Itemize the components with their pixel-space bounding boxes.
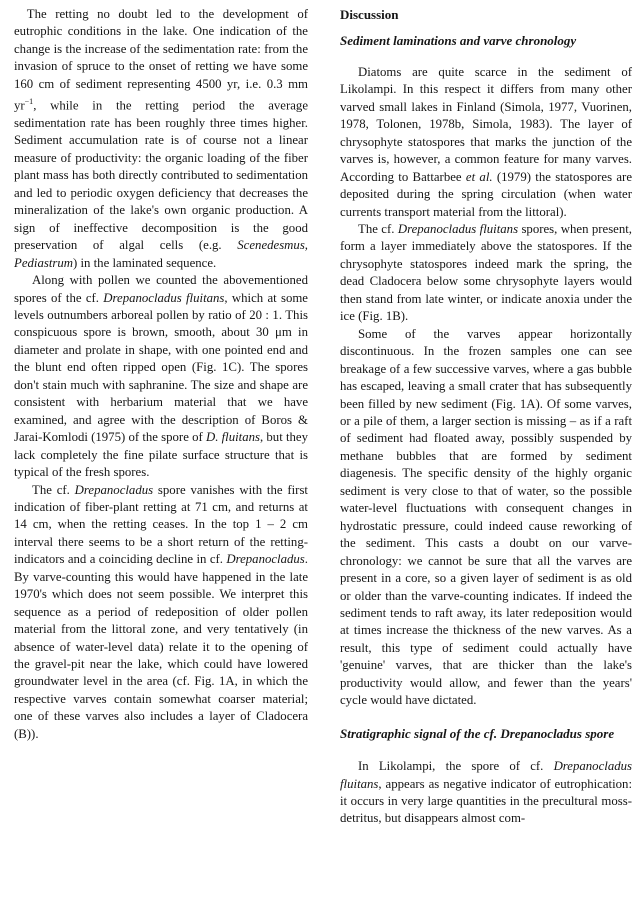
text-run: Along with pollen we counted the abovementioned spores of the cf. <box>14 273 308 305</box>
text-run: spore vanishes with the first indication of fiber-plant retting at 71 cm, and returns at 14 cm, when the retting ceases. In the top 1 – 2 cm interval there seems to be a short return of the retting-indicators and a coinciding decline in cf. <box>14 482 308 567</box>
taxon-italic: Drepanocladus <box>226 552 305 567</box>
taxon-italic: Scenedesmus, Pediastrum <box>14 238 308 270</box>
paragraph-spore-layer <box>340 221 632 326</box>
text-run: , appears as negative indicator of eutrophication: it occurs in very large quantities in the precultural moss-detritus, but disappears almost com- <box>340 776 632 826</box>
paragraph-spore-description <box>14 272 308 481</box>
text-run: (1979) the statospores are deposited during the spring circulation (when water currents transport material from the littoral). <box>340 169 632 219</box>
left-column <box>14 6 308 743</box>
text-run: The retting no doubt led to the development of eutrophic conditions in the lake. One indication of the change is the increase of the sedimentation rate: from the invasion of spruce to the onset of retting we have some 160 cm of sediment representing 4500 yr, i.e. 0.3 mm yr <box>14 7 308 113</box>
superscript: −1 <box>24 97 34 107</box>
paragraph-discontinuous-varves: Some of the varves appear horizontally discontinuous. In the frozen samples one can see breakage of a few successive varves, where a gas bubble has escaped, leaving a small crater that has subsequently been filled by new sediment (Fig. 1A). Of some varves, or a pile of them, a larger section is missing – as if a raft of sediment had floated away, possibly suspended by methane bubbles that are formed by sediment diagenesis. The specific density of the highly organic sediment is very close to that of water, so the possible water-level fluctuations with consequent changes in hydrostatic pressure, could indeed cause reworking of the sediment. This casts a doubt on our varve-chronology: we cannot be sure that all the varves are present in a core, so a given layer of sediment is as old or older than the varve-counting indicates. If indeed the sediment tends to raft away, its later redeposition would at times increase the thickness of the new varves. As a result, this type of sediment could actually have 'genuine' varves, that are thicker than the lake's productivity would allow, and fewer than the years' cycle would have dictated. <box>340 326 632 708</box>
citation-italic: et al. <box>465 169 493 184</box>
paragraph-sedimentation-rate <box>14 6 308 272</box>
paragraph-likolampi-spore <box>340 758 632 828</box>
text-run: , which at some levels outnumbers arboreal pollen by ratio of 20 : 1. This conspicuous spore is brown, smooth, about 30 μm in diameter and prolate in shape, with one pointed end and the blunt end often ripped open (Fig. 1C). The spores don't stain much with saphranine. The size and shape are consistent with herbarium material that we have examined, and agree with the description of Boros & Jarai-Komlodi (1975) of the spore of <box>14 290 308 445</box>
section-heading: Discussion <box>340 7 399 22</box>
text-run: . By varve-counting this would have happened in the late 1970's which does not seem possible. We interpret this sequence as a period of redeposition of older pollen material from the littoral zone, and very tentatively (in absence of water-level data) relate it to the opening of the gravel-pit near the lake, which could have lowered groundwater level in the area (cf. Fig. 1A, in which the respective varves contain somewhat coarser material; one of these varves also includes a layer of Cladocera (B)). <box>14 552 308 741</box>
text-run: ) in the laminated sequence. <box>73 255 217 270</box>
text-run: , while in the retting period the average sedimentation rate has been roughly three times higher. Sediment accumulation rate is of course not a linear measure of productivity: the organic loading of the fiber plant mass has both directly contributed to sedimentation and led to periodic oxygen deficiency that decreases the mineralization of the lake's own organic production. A sign of ineffective decomposition is the good preservation of algal cells (e.g. <box>14 98 308 253</box>
text-run: cf. Drepanocladus spore <box>483 725 615 741</box>
text-run: The cf. <box>358 221 398 236</box>
text-run: Diatoms are quite scarce in the sediment of Likolampi. In this respect it differs from many other varved small lakes in Finland (Simola, 1977, Vuorinen, 1978, Tolonen, 1978b, Simola, 1983). The layer of chrysophyte statospores that marks the junction of the varves is, however, a common feature for many varves. According to Battarbee <box>340 64 632 184</box>
text-run: The cf. <box>32 482 75 497</box>
text-run: Stratigraphic signal of the <box>340 725 484 741</box>
text-run: In Likolampi, the spore of cf. <box>358 759 554 774</box>
taxon-italic: D. fluitans <box>205 430 260 445</box>
taxon-italic: Drepanocladus fluitans <box>340 759 632 791</box>
subsection-heading-stratigraphic <box>340 725 632 742</box>
taxon-italic: Drepanocladus fluitans <box>103 290 225 305</box>
paragraph-diatoms <box>340 64 632 221</box>
text-run: spores, when present, form a layer immediately above the statospores. If the chrysophyte statospores indeed mark the spring, the dead Cladocera below some chrysophyte layers would then stand from late winter, or indicate anoxia under the ice (Fig. 1B). <box>340 221 633 324</box>
text-run: , but they lack completely the fine pilate surface structure that is typical of the fresh spores. <box>14 430 308 480</box>
paragraph-spore-vanishing <box>14 482 308 744</box>
right-column <box>340 6 632 828</box>
taxon-italic: Drepanocladus <box>74 482 154 497</box>
subsection-heading: Sediment laminations and varve chronology <box>340 33 577 49</box>
taxon-italic: Drepanocladus fluitans <box>397 221 519 236</box>
